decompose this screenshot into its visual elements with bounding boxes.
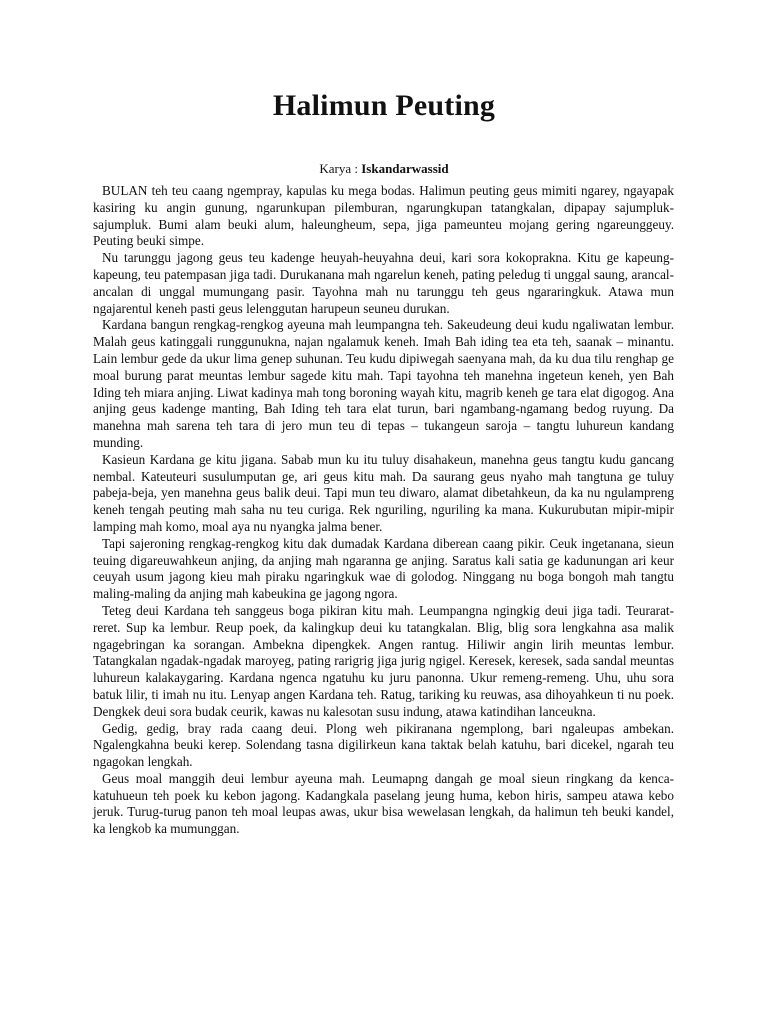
document-title: Halimun Peuting xyxy=(272,89,496,122)
byline-prefix: Karya : xyxy=(319,161,358,176)
paragraph: BULAN teh teu caang ngempray, kapulas ku mega bodas. Halimun peuting geus mimiti ngarey, ngayapak kasiring ku angin gunung, ngarunkupan pilemburan, ngarungkupan tatangkalan, dipapay sajumpluk-sajumpluk. Bumi alam beuki alum, haleungheum, sepa, jiga pameunteu mojang gering ngareunggeuy. Peuting beuki simpe. xyxy=(93,183,674,249)
paragraph: Teteg deui Kardana teh sanggeus boga pikiran kitu mah. Leumpangna ngingkig deui jiga tadi. Teurarat-reret. Sup ka lembur. Reup poek, da kalingkup deui ku tatangkalan. Blig, blig sora lengkahna asa malik ngagebringan ka sorangan. Ambekna dipengkek. Angen rantug. Hiliwir angin lirih meuntas lembur. Tatangkalan ngadak-ngadak maroyeg, pating rarigrig jiga jurig ngigel. Keresek, keresek, sada sandal meuntas luhureun kalakaygaring. Kardana ngenca ngatuhu ku juru panonna. Ukur remeng-remeng. Uhu, uhu sora batuk lilir, ti imah nu itu. Lenyap angen Kardana teh. Ratug, tariking ku reuwas, asa dihoyahkeun ti nu poek. Dengkek deui sora budak ceurik, kawas nu kalesotan susu indung, atawa katindihan lanceukna. xyxy=(93,602,674,719)
story-body xyxy=(93,183,674,838)
author-name: Iskandarwassid xyxy=(361,161,449,176)
paragraph: Gedig, gedig, bray rada caang deui. Plong weh pikiranana ngemplong, bari ngaleupas ambekan. Ngalengkahna beuki kerep. Solendang tasna digilirkeun kana taktak belah katuhu, bari dicekel, ngarah teu ngagokan lengkah. xyxy=(93,720,674,770)
paragraph: Kardana bangun rengkag-rengkog ayeuna mah leumpangna teh. Sakeudeung deui kudu ngaliwatan lembur. Malah geus katinggali runggunukna, najan ngalamuk keneh. Imah Bah iding tea eta teh, saanak – minantu. Lain lembur gede da ukur lima genep suhunan. Teu kudu dipiwegah saenyana mah, da ku dua tilu renghap ge moal burung parat meuntas lembur sagede kitu mah. Tapi tayohna teh manehna ingeteun keneh, yen Bah Iding teh miara anjing. Liwat kadinya mah tong boroning wayah kitu, magrib keneh ge tara elat digogog. Ana anjing geus kadenge manting, Bah Iding teh tara elat turun, bari ngambang-ngamang bedog ruyung. Da manehna mah sarena teh tara di jero mun teu di tepas – tukangeun saroja – tangtu luhureun kandang munding. xyxy=(93,317,674,450)
paragraph: Nu tarunggu jagong geus teu kadenge heuyah-heuyahna deui, kari sora kokoprakna. Kitu ge kapeung-kapeung, teu patempasan jiga tadi. Durukanana mah ngarelun keneh, pating peledug ti unggal saung, arancal-ancalan di unggal mumungang pasir. Tayohna mah nu tarunggu teh geus ngararingkuk. Atawa mun ngajarentul keneh pasti geus lelenggutan harupeun seuneu durukan. xyxy=(93,250,674,316)
paragraph: Kasieun Kardana ge kitu jigana. Sabab mun ku itu tuluy disahakeun, manehna geus tangtu kudu gancang nembal. Kateuteuri susulumputan ge, ari geus kitu mah. Da saurang geus nyaho mah tangtuna ge tuluy pabeja-beja, yen manehna geus balik deui. Tapi mun teu diwaro, alamat dibetahkeun, da ka nu ngulampreng keneh tengah peuting mah saha nu teu curiga. Rek nguriling, nguriling ka mana. Kukurubutan mipir-mipir lamping mah komo, moal aya nu nyangka jalma bener. xyxy=(93,451,674,534)
paragraph: Geus moal manggih deui lembur ayeuna mah. Leumapng dangah ge moal sieun ringkang da kenca-katuhueun teh poek ku kebon jagong. Kadangkala paselang jeung huma, kebon hiris, sampeu atawa kebo jeruk. Turug-turug panon teh moal leupas awas, ukur bisa wewelasan lengkah, da halimun teh beuki kandel, ka lengkob ka mumunggan. xyxy=(93,770,674,837)
byline xyxy=(0,160,768,178)
paragraph: Tapi sajeroning rengkag-rengkog kitu dak dumadak Kardana diberean caang pikir. Ceuk ingetanana, sieun teuing digareuwahkeun anjing, da anjing mah ngaranna ge anjing. Saratus kali satia ge kadunungan ari keur ceuyah usum jagong kieu mah piraku ngaringkuk wae di golodog. Ninggang nu boga bongoh mah tangtu maling-maling da anjing mah kabeukina ge jagong ngora. xyxy=(93,535,674,602)
